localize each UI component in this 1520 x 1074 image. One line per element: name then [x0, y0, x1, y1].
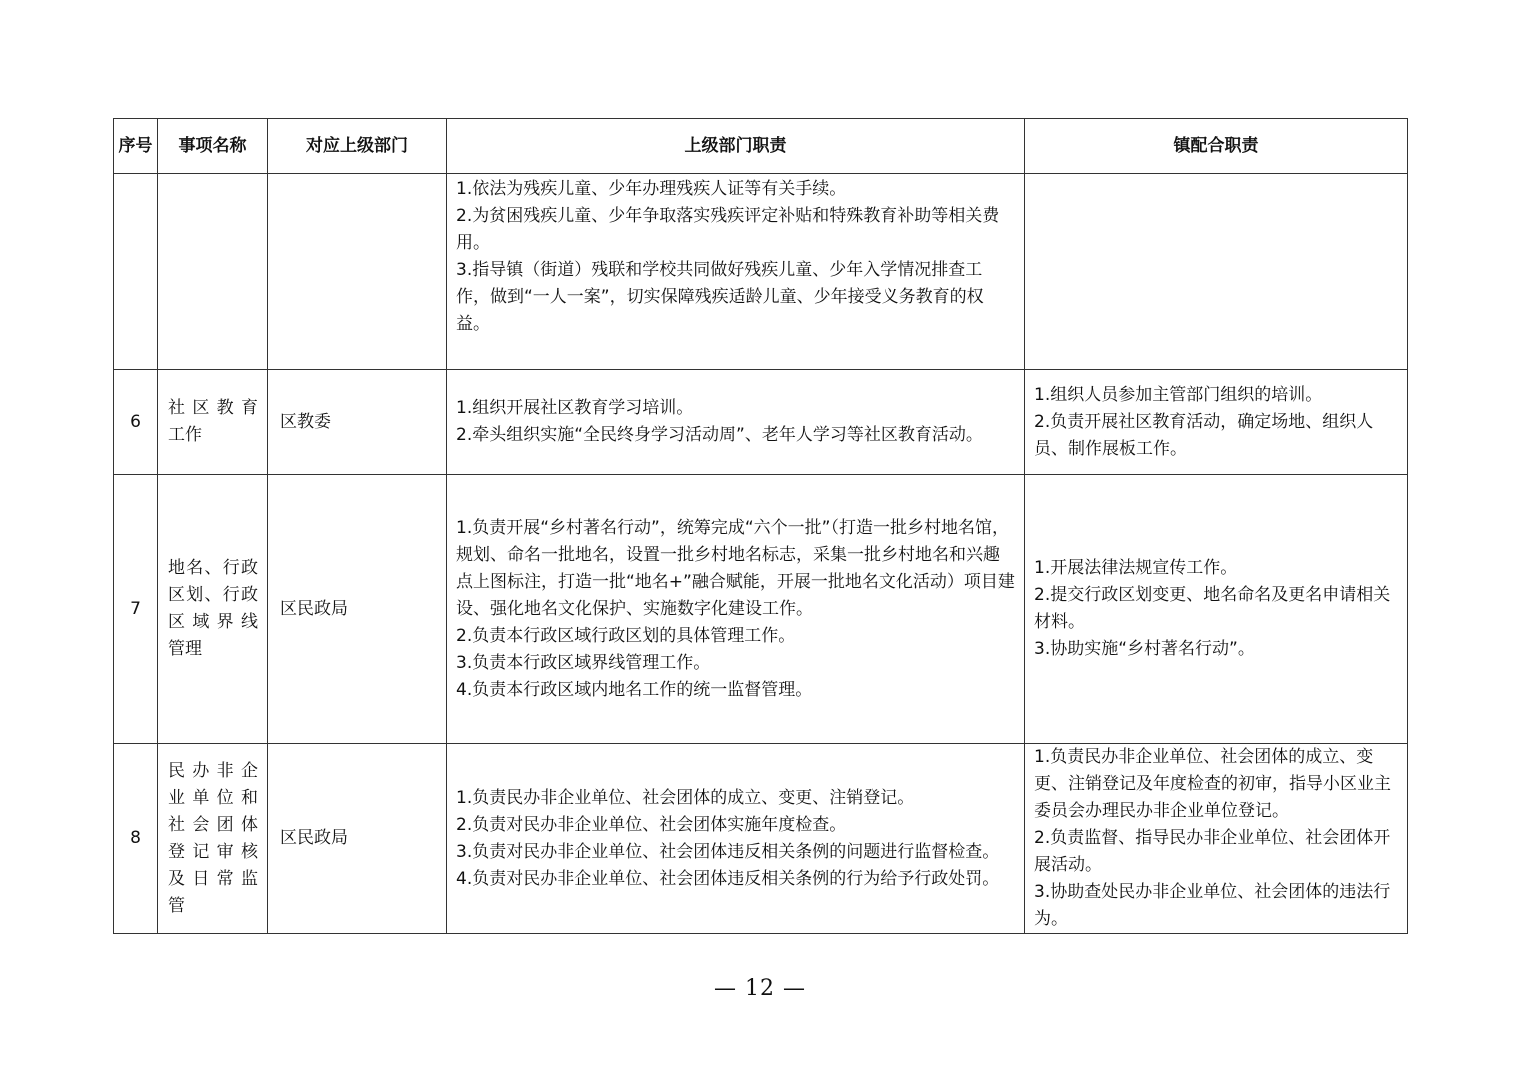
- item-name-line: 区划、行政: [168, 585, 258, 605]
- upper-duty-item: 1.依法为残疾儿童、少年办理残疾人证等有关手续。: [456, 179, 847, 199]
- header-upper-dept: 对应上级部门: [268, 119, 447, 174]
- item-name-line: 社会团体: [168, 814, 258, 835]
- item-name-line: 民办非企: [168, 760, 258, 781]
- town-duty-item: 3.协助查处民办非企业单位、社会团体的违法行为。: [1034, 882, 1391, 929]
- item-name-line: 登记审核: [168, 841, 258, 862]
- item-name-line: 及日常监: [168, 868, 258, 889]
- row-item-name: [158, 174, 268, 370]
- upper-duty-item: 4.负责对民办非企业单位、社会团体违反相关条例的行为给予行政处罚。: [456, 868, 1000, 889]
- town-duty-item: 3.协助实施“乡村著名行动”。: [1034, 639, 1255, 659]
- upper-duty-item: 1.组织开展社区教育学习培训。: [456, 398, 694, 418]
- header-item-name: 事项名称: [158, 119, 268, 174]
- town-duty-item: 1.开展法律法规宣传工作。: [1034, 558, 1238, 578]
- upper-duty-item: 3.负责本行政区域界线管理工作。: [456, 652, 711, 673]
- header-upper-duty: 上级部门职责: [447, 119, 1025, 174]
- row-upper-dept: 区教委: [268, 370, 447, 475]
- row-town-duty: [1025, 475, 1408, 744]
- town-duty-item: 1.负责民办非企业单位、社会团体的成立、变更、注销登记及年度检查的初审，指导小区业主委员会办理民办非企业单位登记。: [1034, 747, 1391, 821]
- row-upper-duty: [447, 370, 1025, 475]
- town-duty-item: 2.负责监督、指导民办非企业单位、社会团体开展活动。: [1034, 828, 1391, 875]
- duty-table-container: [113, 118, 1407, 934]
- town-duty-item: 2.提交行政区划变更、地名命名及更名申请相关材料。: [1034, 585, 1391, 632]
- item-name-line: 工作: [168, 425, 202, 445]
- upper-duty-item: 3.负责对民办非企业单位、社会团体违反相关条例的问题进行监督检查。: [456, 841, 1000, 862]
- header-town-duty: 镇配合职责: [1025, 119, 1408, 174]
- row-seq: [114, 174, 158, 370]
- page-number: — 12 —: [714, 976, 806, 1001]
- item-name-line: 管: [168, 895, 185, 916]
- row-town-duty: [1025, 174, 1408, 370]
- row-upper-duty: [447, 475, 1025, 744]
- table-row: [114, 370, 1408, 475]
- table-row: [114, 174, 1408, 370]
- item-name-line: 管理: [168, 639, 202, 659]
- row-town-duty: [1025, 744, 1408, 934]
- upper-duty-item: 2.牵头组织实施“全民终身学习活动周”、老年人学习等社区教育活动。: [456, 425, 983, 445]
- row-upper-dept: 区民政局: [268, 744, 447, 934]
- item-name-line: 地名、行政: [168, 558, 258, 578]
- upper-duty-item: 2.为贫困残疾儿童、少年争取落实残疾评定补贴和特殊教育补助等相关费用。: [456, 206, 1000, 253]
- item-name-line: 业单位和: [168, 787, 258, 808]
- item-name-line: 区域界线: [168, 612, 258, 632]
- row-seq: 6: [114, 370, 158, 475]
- row-upper-duty: [447, 174, 1025, 370]
- upper-duty-item: 2.负责本行政区域行政区划的具体管理工作。: [456, 625, 796, 646]
- upper-duty-item: 1.负责开展“乡村著名行动”，统筹完成“六个一批”（打造一批乡村地名馆，规划、命名一批地名，设置一批乡村地名标志，采集一批乡村地名和兴趣点上图标注，打造一批“地名+”融合赋能，开展一批地名文化活动）项目建设、强化地名文化保护、实施数字化建设工作。: [456, 517, 1015, 619]
- row-item-name: [158, 370, 268, 475]
- town-duty-item: 2.负责开展社区教育活动，确定场地、组织人员、制作展板工作。: [1034, 411, 1374, 459]
- row-item-name: [158, 744, 268, 934]
- duty-table: [113, 118, 1408, 934]
- row-item-name: [158, 475, 268, 744]
- town-duty-item: 1.组织人员参加主管部门组织的培训。: [1034, 384, 1323, 405]
- upper-duty-item: 1.负责民办非企业单位、社会团体的成立、变更、注销登记。: [456, 787, 915, 808]
- upper-duty-item: 3.指导镇（街道）残联和学校共同做好残疾儿童、少年入学情况排查工作，做到“一人一案”，切实保障残疾适龄儿童、少年接受义务教育的权益。: [456, 260, 984, 334]
- table-body: [114, 174, 1408, 934]
- row-town-duty: [1025, 370, 1408, 475]
- upper-duty-item: 4.负责本行政区域内地名工作的统一监督管理。: [456, 679, 813, 700]
- row-upper-duty: [447, 744, 1025, 934]
- table-header-row: [114, 119, 1408, 174]
- row-seq: 7: [114, 475, 158, 744]
- header-seq: 序号: [114, 119, 158, 174]
- table-row: [114, 475, 1408, 744]
- item-name-line: 社区教育: [168, 398, 258, 418]
- row-upper-dept: [268, 174, 447, 370]
- row-upper-dept: 区民政局: [268, 475, 447, 744]
- row-seq: 8: [114, 744, 158, 934]
- upper-duty-item: 2.负责对民办非企业单位、社会团体实施年度检查。: [456, 814, 847, 835]
- table-row: [114, 744, 1408, 934]
